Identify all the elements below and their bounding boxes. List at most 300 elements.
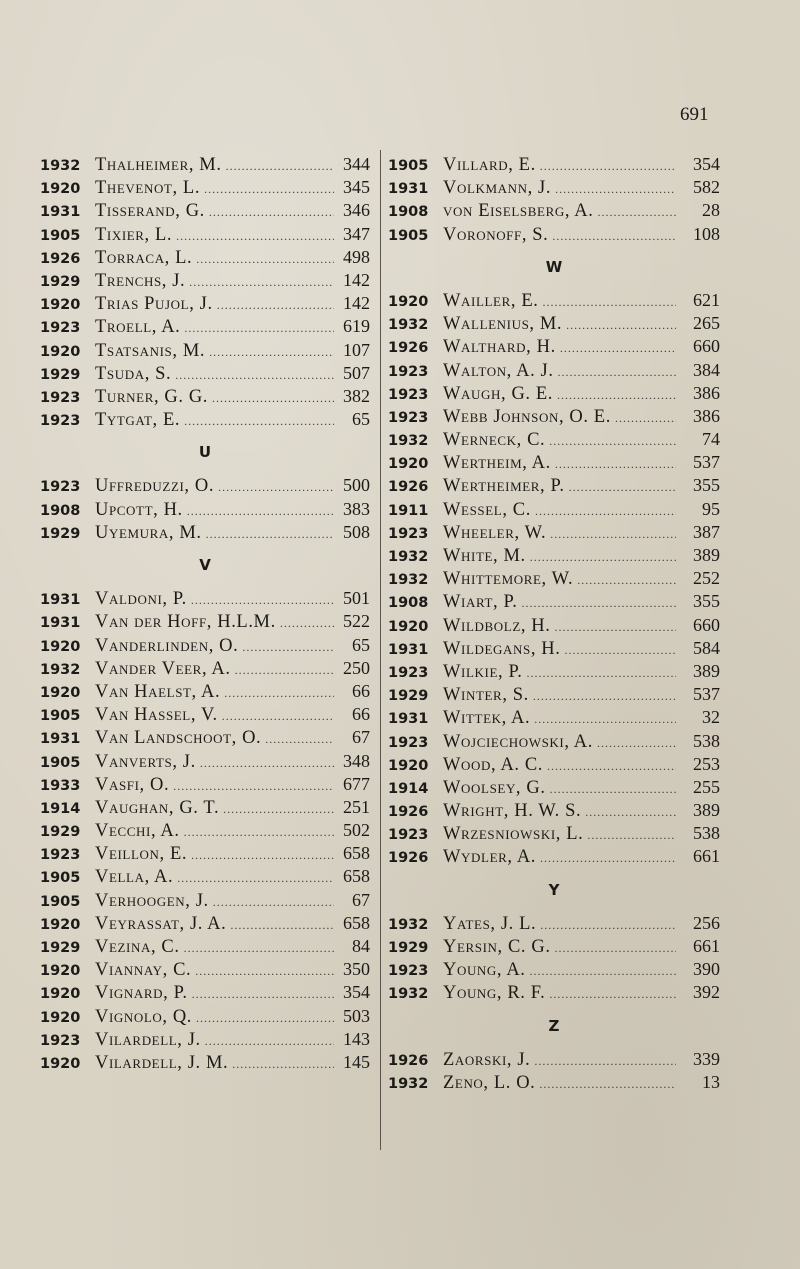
index-entry xyxy=(40,521,370,544)
dot-leader xyxy=(527,662,676,685)
dot-leader xyxy=(196,248,334,271)
entry-year: 1905 xyxy=(388,158,429,174)
index-entry xyxy=(40,176,370,199)
section-letter-heading: W xyxy=(545,257,563,276)
entry-year: 1920 xyxy=(40,963,81,980)
entry-name: Viannay, C. xyxy=(95,960,192,981)
entry-page: 392 xyxy=(693,982,720,1003)
index-entry xyxy=(40,385,370,408)
dot-leader xyxy=(555,937,676,960)
entry-year: 1920 xyxy=(388,618,429,635)
entry-page: 28 xyxy=(702,200,720,221)
entry-name: Veyrassat, J. A. xyxy=(95,913,227,934)
entry-page: 265 xyxy=(693,313,720,334)
dot-leader xyxy=(224,682,334,705)
section-letter-heading: Y xyxy=(548,880,560,899)
entry-name: Zaorski, J. xyxy=(443,1049,531,1070)
dot-leader xyxy=(539,1073,676,1096)
dot-leader xyxy=(522,592,676,615)
entry-page: 67 xyxy=(352,727,370,748)
index-entry xyxy=(40,610,370,633)
entry-name: Wessel, C. xyxy=(443,499,531,520)
entry-page: 383 xyxy=(343,498,370,519)
dot-leader xyxy=(547,755,676,778)
index-entry xyxy=(388,776,720,799)
entry-year: 1929 xyxy=(40,273,81,290)
entry-year: 1923 xyxy=(388,664,429,681)
dot-leader xyxy=(175,364,334,387)
entry-year: 1920 xyxy=(40,916,81,933)
index-entry xyxy=(40,246,370,269)
entry-year: 1923 xyxy=(40,1032,81,1049)
entry-page: 13 xyxy=(702,1071,720,1092)
index-column-right xyxy=(388,153,720,1094)
index-entry xyxy=(40,796,370,819)
entry-name: Valdoni, P. xyxy=(95,589,187,610)
section-letter-heading: V xyxy=(199,556,211,574)
index-entry xyxy=(388,753,720,776)
dot-leader xyxy=(557,384,676,407)
index-entry xyxy=(40,339,370,362)
dot-leader xyxy=(534,708,676,731)
entry-page: 143 xyxy=(343,1028,370,1049)
entry-name: Trenchs, J. xyxy=(95,270,186,291)
dot-leader xyxy=(184,410,334,433)
entry-name: Wrzesniowski, L. xyxy=(443,824,584,845)
entry-year: 1911 xyxy=(388,502,429,519)
index-entry xyxy=(388,498,720,521)
entry-year: 1933 xyxy=(40,777,81,794)
entry-name: Vander Veer, A. xyxy=(95,658,231,679)
dot-leader xyxy=(597,201,676,224)
dot-leader xyxy=(540,155,676,178)
entry-name: Walthard, H. xyxy=(443,337,556,358)
index-entry xyxy=(388,614,720,637)
entry-year: 1908 xyxy=(388,204,429,221)
entry-name: Trias Pujol, J. xyxy=(95,294,213,315)
entry-name: Vaughan, G. T. xyxy=(95,797,220,818)
entry-page: 658 xyxy=(343,843,370,864)
entry-name: von Eiselsberg, A. xyxy=(443,201,594,222)
dot-leader xyxy=(280,612,334,635)
index-entry xyxy=(40,223,370,246)
index-entry xyxy=(388,474,720,497)
dot-leader xyxy=(226,155,334,178)
entry-year: 1920 xyxy=(40,1055,81,1072)
dot-leader xyxy=(192,983,334,1006)
index-entry xyxy=(40,408,370,431)
index-entry xyxy=(388,1048,720,1071)
entry-page: 145 xyxy=(343,1051,370,1072)
entry-name: Tisserand, G. xyxy=(95,201,205,222)
index-entry xyxy=(40,1028,370,1051)
entry-year: 1905 xyxy=(40,708,81,725)
entry-year: 1929 xyxy=(40,824,81,841)
entry-page: 584 xyxy=(693,637,720,658)
entry-name: Tsuda, S. xyxy=(95,363,172,384)
index-entry xyxy=(388,845,720,868)
dot-leader xyxy=(549,983,676,1006)
entry-year: 1923 xyxy=(40,413,81,430)
dot-leader xyxy=(218,476,334,499)
dot-leader xyxy=(191,844,334,867)
entry-page: 74 xyxy=(702,429,720,450)
entry-page: 84 xyxy=(352,936,370,956)
entry-name: Verhoogen, J. xyxy=(95,890,209,911)
index-entry xyxy=(40,773,370,796)
entry-year: 1920 xyxy=(388,293,429,310)
index-entry xyxy=(388,382,720,405)
dot-leader xyxy=(534,1050,676,1073)
entry-year: 1920 xyxy=(40,986,81,1003)
entry-year: 1923 xyxy=(388,734,429,751)
entry-name: Wheeler, W. xyxy=(443,522,547,543)
dot-leader xyxy=(615,407,676,430)
entry-year: 1931 xyxy=(40,615,81,632)
entry-page: 661 xyxy=(693,936,720,956)
entry-name: Werneck, C. xyxy=(443,430,546,451)
dot-leader xyxy=(577,569,676,592)
entry-year: 1926 xyxy=(388,804,429,821)
entry-name: Vanderlinden, O. xyxy=(95,635,239,656)
dot-leader xyxy=(555,616,677,639)
entry-year: 1932 xyxy=(388,433,429,450)
entry-name: Troell, A. xyxy=(95,317,181,338)
entry-page: 386 xyxy=(693,405,720,426)
index-entry xyxy=(40,935,370,958)
dot-leader xyxy=(232,1053,334,1076)
entry-page: 537 xyxy=(693,452,720,473)
entry-year: 1929 xyxy=(40,525,81,542)
entry-name: Woolsey, G. xyxy=(443,777,546,798)
entry-name: Wittek, A. xyxy=(443,708,531,729)
entry-year: 1929 xyxy=(388,688,429,705)
entry-page: 658 xyxy=(343,912,370,933)
entry-page: 65 xyxy=(352,409,370,430)
entry-page: 538 xyxy=(693,823,720,844)
section-letter-heading: Z xyxy=(548,1016,560,1035)
index-entry xyxy=(40,1051,370,1074)
entry-name: Winter, S. xyxy=(443,685,529,706)
entry-name: Van Landschoot, O. xyxy=(95,728,262,749)
dot-leader xyxy=(530,960,676,983)
dot-leader xyxy=(205,1030,334,1053)
entry-page: 108 xyxy=(693,223,720,244)
index-entry xyxy=(40,474,370,497)
entry-page: 339 xyxy=(693,1048,720,1069)
entry-page: 390 xyxy=(693,959,720,980)
index-entry xyxy=(388,683,720,706)
entry-page: 142 xyxy=(343,293,370,314)
index-entry xyxy=(388,637,720,660)
entry-year: 1923 xyxy=(388,525,429,542)
entry-page: 346 xyxy=(343,200,370,221)
index-entry xyxy=(40,362,370,385)
dot-leader xyxy=(565,639,677,662)
dot-leader xyxy=(184,821,334,844)
entry-name: Voronoff, S. xyxy=(443,224,549,245)
entry-year: 1926 xyxy=(388,850,429,867)
entry-page: 65 xyxy=(352,634,370,655)
entry-name: Yates, J. L. xyxy=(443,913,537,934)
entry-page: 389 xyxy=(693,545,720,565)
entry-year: 1929 xyxy=(388,940,429,956)
index-entry xyxy=(388,176,720,199)
dot-leader xyxy=(177,867,334,890)
dot-leader xyxy=(222,705,334,728)
dot-leader xyxy=(235,659,334,682)
entry-page: 253 xyxy=(693,753,720,774)
entry-page: 507 xyxy=(343,362,370,383)
entry-name: Tsatsanis, M. xyxy=(95,340,206,361)
entry-page: 503 xyxy=(343,1005,370,1026)
entry-name: Wertheimer, P. xyxy=(443,476,565,497)
entry-page: 658 xyxy=(343,866,370,887)
index-entry xyxy=(388,335,720,358)
dot-leader xyxy=(189,271,334,294)
entry-name: Young, A. xyxy=(443,960,526,981)
entry-name: Veillon, E. xyxy=(95,844,188,865)
index-entry xyxy=(40,199,370,222)
entry-year: 1929 xyxy=(40,366,81,383)
entry-page: 251 xyxy=(343,796,370,817)
entry-page: 32 xyxy=(702,707,720,728)
dot-leader xyxy=(597,732,676,755)
dot-leader xyxy=(184,937,334,960)
entry-name: Uffreduzzi, O. xyxy=(95,476,215,497)
dot-leader xyxy=(558,361,676,384)
index-entry xyxy=(388,799,720,822)
index-entry xyxy=(40,889,370,912)
index-entry xyxy=(40,269,370,292)
entry-page: 538 xyxy=(693,730,720,751)
index-entry xyxy=(40,153,370,176)
index-entry xyxy=(40,750,370,773)
entry-year: 1920 xyxy=(388,456,429,473)
index-entry xyxy=(388,289,720,312)
dot-leader xyxy=(195,960,334,983)
entry-page: 386 xyxy=(693,382,720,403)
entry-year: 1920 xyxy=(40,181,81,198)
index-entry xyxy=(40,634,370,657)
entry-name: Zeno, L. O. xyxy=(443,1072,536,1093)
dot-leader xyxy=(555,178,676,201)
index-entry xyxy=(388,981,720,1004)
index-entry xyxy=(388,958,720,981)
index-entry xyxy=(40,680,370,703)
entry-name: Volkmann, J. xyxy=(443,178,552,199)
index-entry xyxy=(388,199,720,222)
entry-year: 1905 xyxy=(388,227,429,244)
entry-page: 142 xyxy=(343,269,370,290)
index-entry xyxy=(388,590,720,613)
entry-year: 1932 xyxy=(388,986,429,1003)
entry-name: Tytgat, E. xyxy=(95,410,181,431)
dot-leader xyxy=(212,387,334,410)
dot-leader xyxy=(550,523,676,546)
entry-page: 508 xyxy=(343,521,370,542)
entry-name: Wright, H. W. S. xyxy=(443,801,582,822)
entry-year: 1923 xyxy=(388,363,429,380)
entry-page: 660 xyxy=(693,336,720,357)
dot-leader xyxy=(184,317,334,340)
entry-page: 498 xyxy=(343,246,370,267)
dot-leader xyxy=(213,891,334,914)
entry-name: Wojciechowski, A. xyxy=(443,731,593,752)
entry-page: 350 xyxy=(343,959,370,980)
entry-year: 1923 xyxy=(40,847,81,864)
entry-year: 1926 xyxy=(388,479,429,496)
entry-year: 1923 xyxy=(388,963,429,980)
entry-year: 1931 xyxy=(388,181,429,198)
entry-name: Waugh, G. E. xyxy=(443,383,553,404)
entry-year: 1932 xyxy=(40,661,81,678)
index-entry xyxy=(388,359,720,382)
entry-year: 1905 xyxy=(40,893,81,910)
dot-leader xyxy=(540,914,676,937)
index-entry xyxy=(388,935,720,958)
dot-leader xyxy=(187,500,334,523)
dot-leader xyxy=(173,775,334,798)
entry-name: Wildegans, H. xyxy=(443,638,561,659)
index-entry xyxy=(388,706,720,729)
entry-year: 1931 xyxy=(40,731,81,748)
index-entry xyxy=(40,703,370,726)
entry-year: 1929 xyxy=(40,940,81,956)
index-entry xyxy=(388,428,720,451)
entry-page: 67 xyxy=(352,889,370,910)
entry-page: 355 xyxy=(693,475,720,496)
entry-year: 1931 xyxy=(40,592,81,609)
entry-page: 250 xyxy=(343,657,370,678)
entry-year: 1926 xyxy=(388,340,429,357)
entry-name: Wilkie, P. xyxy=(443,661,523,682)
dot-leader xyxy=(204,178,334,201)
entry-name: Vignolo, Q. xyxy=(95,1006,193,1027)
entry-name: Turner, G. G. xyxy=(95,386,209,407)
entry-name: Vignard, P. xyxy=(95,983,188,1004)
entry-year: 1926 xyxy=(388,1052,429,1069)
entry-name: Villard, E. xyxy=(443,155,536,175)
entry-name: Vilardell, J. xyxy=(95,1029,201,1050)
index-entry xyxy=(40,498,370,521)
entry-page: 95 xyxy=(702,498,720,519)
index-entry xyxy=(40,657,370,680)
entry-name: Vilardell, J. M. xyxy=(95,1052,229,1073)
index-entry xyxy=(40,865,370,888)
entry-page: 661 xyxy=(693,846,720,867)
entry-name: Wiart, P. xyxy=(443,592,518,613)
entry-page: 354 xyxy=(343,982,370,1003)
entry-name: Wood, A. C. xyxy=(443,754,544,775)
entry-page: 621 xyxy=(693,289,720,310)
entry-year: 1926 xyxy=(40,250,81,267)
dot-leader xyxy=(206,523,334,546)
column-divider xyxy=(380,150,381,1150)
entry-page: 619 xyxy=(343,316,370,337)
index-entry xyxy=(388,405,720,428)
entry-year: 1931 xyxy=(40,204,81,221)
entry-year: 1932 xyxy=(388,549,429,565)
entry-name: Thalheimer, M. xyxy=(95,155,222,175)
index-entry xyxy=(40,315,370,338)
entry-name: Vella, A. xyxy=(95,867,174,888)
entry-name: Webb Johnson, O. E. xyxy=(443,406,611,427)
index-entry xyxy=(388,730,720,753)
entry-name: Van der Hoff, H.L.M. xyxy=(95,612,276,633)
dot-leader xyxy=(209,341,334,364)
entry-page: 501 xyxy=(343,588,370,609)
entry-page: 354 xyxy=(693,154,720,174)
entry-name: Vecchi, A. xyxy=(95,821,180,842)
dot-leader xyxy=(196,1007,334,1030)
entry-year: 1932 xyxy=(388,1075,429,1092)
entry-year: 1908 xyxy=(40,502,81,519)
entry-page: 582 xyxy=(693,177,720,198)
index-entry xyxy=(388,223,720,246)
index-entry xyxy=(40,842,370,865)
section-letter-heading: U xyxy=(198,443,212,462)
dot-leader xyxy=(530,546,676,569)
index-entry xyxy=(388,567,720,590)
dot-leader xyxy=(217,294,334,317)
entry-year: 1914 xyxy=(388,780,429,797)
entry-year: 1932 xyxy=(388,572,429,589)
entry-name: Uyemura, M. xyxy=(95,522,202,543)
entry-page: 66 xyxy=(352,680,370,701)
dot-leader xyxy=(585,801,676,824)
entry-name: White, M. xyxy=(443,546,526,566)
dot-leader xyxy=(200,752,334,775)
index-entry xyxy=(40,587,370,610)
dot-leader xyxy=(550,778,676,801)
entry-page: 347 xyxy=(343,223,370,244)
index-entry xyxy=(40,726,370,749)
entry-name: Upcott, H. xyxy=(95,499,183,520)
entry-page: 256 xyxy=(693,912,720,933)
index-entry xyxy=(40,958,370,981)
entry-year: 1932 xyxy=(388,317,429,334)
dot-leader xyxy=(542,291,676,314)
dot-leader xyxy=(242,636,334,659)
entry-page: 348 xyxy=(343,750,370,771)
dot-leader xyxy=(230,914,334,937)
index-entry xyxy=(388,451,720,474)
dot-leader xyxy=(569,476,676,499)
index-entry xyxy=(40,981,370,1004)
entry-name: Wildbolz, H. xyxy=(443,615,551,636)
entry-page: 107 xyxy=(343,339,370,360)
index-entry xyxy=(388,521,720,544)
entry-name: Wallenius, M. xyxy=(443,314,563,335)
dot-leader xyxy=(535,500,676,523)
entry-page: 677 xyxy=(343,773,370,794)
entry-year: 1923 xyxy=(388,827,429,844)
entry-name: Wailler, E. xyxy=(443,290,539,311)
entry-page: 387 xyxy=(693,521,720,542)
entry-page: 255 xyxy=(693,776,720,797)
dot-leader xyxy=(566,314,676,337)
entry-year: 1920 xyxy=(40,1009,81,1026)
index-entry xyxy=(40,1005,370,1028)
entry-year: 1905 xyxy=(40,227,81,244)
entry-year: 1920 xyxy=(40,297,81,314)
index-entry xyxy=(388,912,720,935)
index-column-left xyxy=(40,153,370,1074)
dot-leader xyxy=(555,453,676,476)
entry-year: 1905 xyxy=(40,754,81,771)
entry-name: Young, R. F. xyxy=(443,983,546,1004)
